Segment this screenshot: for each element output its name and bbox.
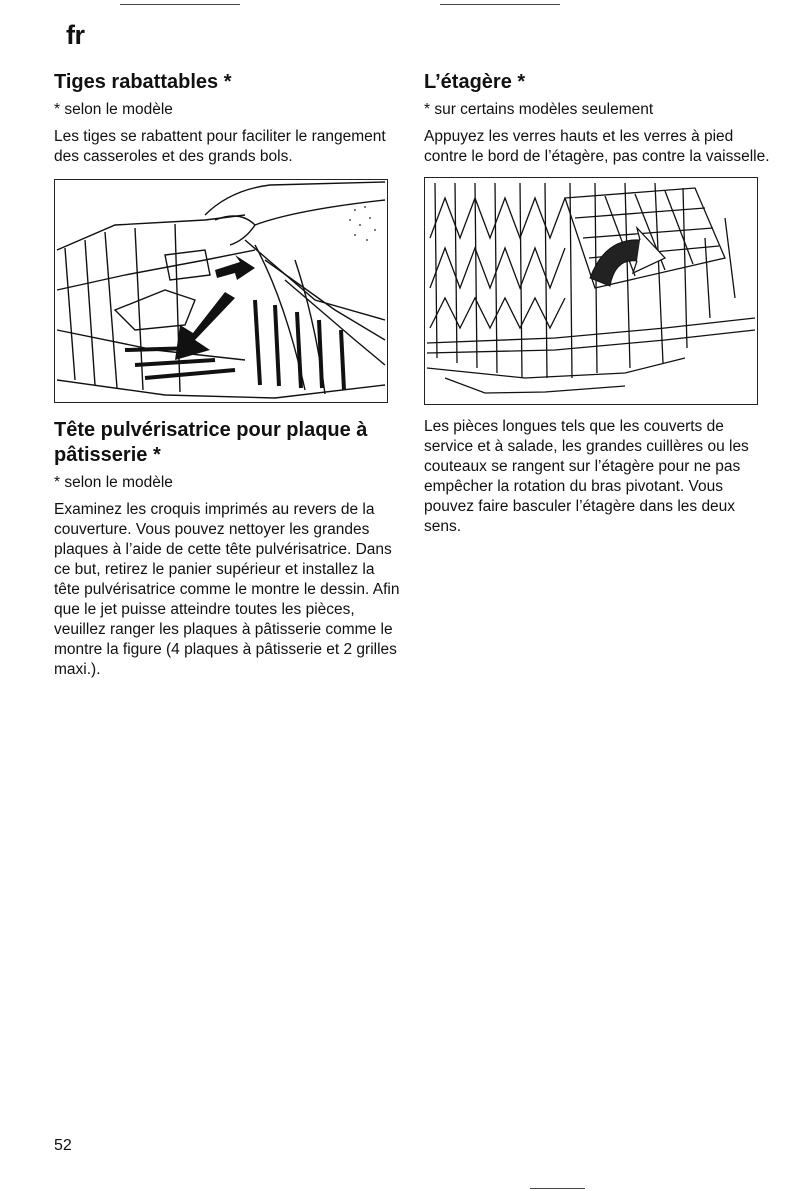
- model-note: * sur certains modèles seulement: [424, 101, 654, 118]
- right-column: [424, 70, 774, 537]
- section-title-etagere: L’étagère *: [424, 71, 526, 93]
- section-title-spray-head: Tête pulvérisatrice pour plaque à pâtisserie *: [54, 419, 368, 466]
- left-column: [54, 70, 404, 680]
- language-code: fr: [66, 20, 85, 50]
- foldable-tines-illustration: [54, 179, 388, 403]
- top-rule: [120, 4, 240, 5]
- tiges-text: Les tiges se rabattent pour faciliter le rangement des casseroles et des grands bols.: [54, 128, 386, 165]
- shelf-illustration: [424, 177, 758, 405]
- dishrack-drawing: [55, 180, 387, 402]
- etagere-text-2: Les pièces longues tels que les couverts de service et à salade, les grandes cuillères ou les couteaux se rangent sur l’étagère pour ne pas empêcher la rotation du bras pivotant. Vous pouvez faire basculer l’étagère dans les deux sens.: [424, 418, 749, 535]
- model-note: * selon le modèle: [54, 474, 173, 491]
- top-rule: [440, 4, 560, 5]
- model-note: * selon le modèle: [54, 101, 173, 118]
- page-number: 52: [54, 1137, 72, 1154]
- bottom-rule: [530, 1188, 585, 1189]
- etagere-text-1: Appuyez les verres hauts et les verres à pied contre le bord de l’étagère, pas contre la vaisselle.: [424, 128, 770, 165]
- shelf-drawing: [425, 178, 757, 404]
- section-title-tiges: Tiges rabattables *: [54, 71, 232, 93]
- spray-head-text: Examinez les croquis imprimés au revers de la couverture. Vous pouvez nettoyer les grandes plaques à l’aide de cette tête pulvérisatrice. Dans ce but, retirez le panier supérieur et installez la tête pulvérisatrice comme le montre le dessin. Afin que le jet puisse atteindre toutes les pièces, veuillez ranger les plaques à pâtisserie comme le montre la figure (4 plaques à pâtisserie et 2 grilles maxi.).: [54, 501, 400, 678]
